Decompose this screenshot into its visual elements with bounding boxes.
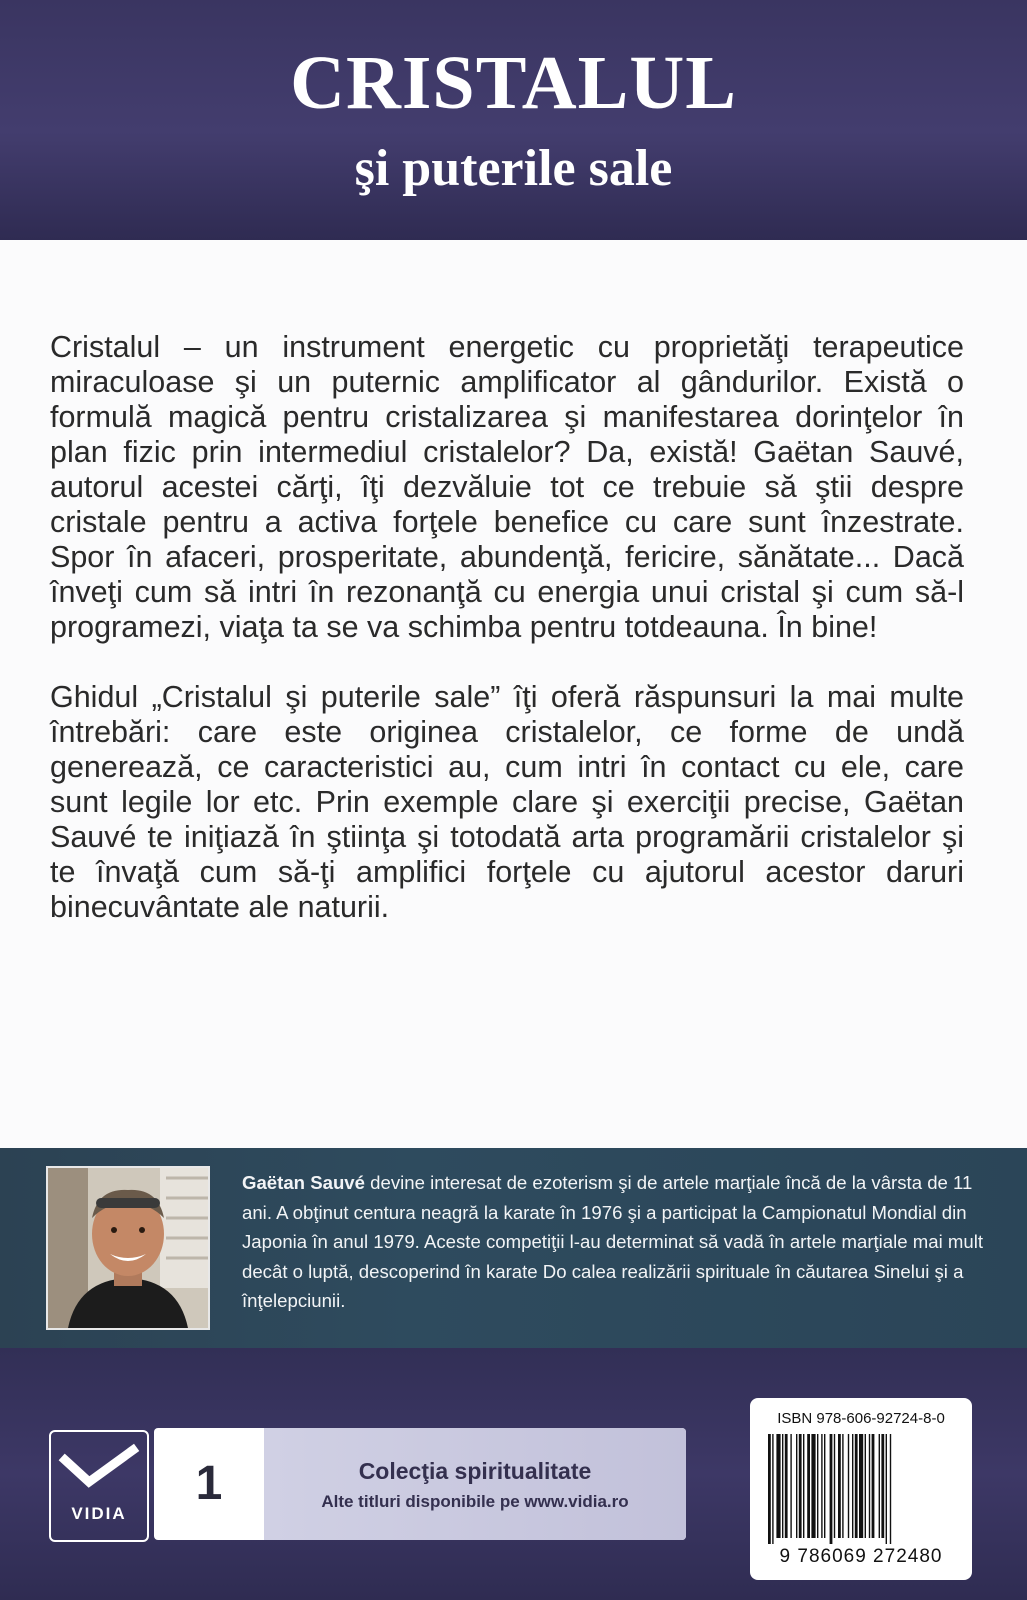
barcode-bar <box>803 1434 804 1538</box>
collection-website: Alte titluri disponibile pe www.vidia.ro <box>321 1492 629 1511</box>
barcode-icon <box>768 1434 954 1544</box>
barcode-bar <box>859 1434 863 1538</box>
collection-info <box>264 1428 686 1540</box>
barcode-bar <box>834 1434 835 1538</box>
author-name: Gaëtan Sauvé <box>242 1172 365 1193</box>
barcode-bar <box>824 1434 825 1538</box>
barcode-bar <box>872 1434 875 1538</box>
barcode-bar <box>799 1434 802 1538</box>
barcode-bar <box>830 1434 833 1544</box>
barcode-bar <box>782 1434 783 1538</box>
barcode-bar <box>838 1434 841 1538</box>
barcode-bar <box>768 1434 771 1544</box>
barcode-bar <box>790 1434 791 1538</box>
author-bio <box>242 1168 988 1316</box>
barcode-bar <box>842 1434 843 1538</box>
publisher-band <box>0 1348 1027 1600</box>
publisher-logo <box>49 1430 149 1542</box>
barcode-bar <box>890 1434 891 1544</box>
collection-number: 1 <box>195 1457 223 1510</box>
barcode-bar <box>821 1434 822 1538</box>
collection-title: Colecţia spiritualitate <box>358 1458 592 1484</box>
barcode-bar <box>881 1434 884 1538</box>
barcode-bar <box>796 1434 797 1538</box>
barcode-bar <box>811 1434 815 1538</box>
isbn-label: ISBN 978-606-92724-8-0 <box>777 1410 945 1427</box>
barcode-bar <box>852 1434 853 1538</box>
collection-panel <box>154 1428 686 1540</box>
book-subtitle: şi puterile sale <box>354 140 673 197</box>
barcode-bar <box>776 1434 780 1538</box>
barcode-bar <box>886 1434 887 1544</box>
barcode-bar <box>772 1434 773 1544</box>
barcode-bar <box>785 1434 788 1538</box>
publisher-logo-text: VIDIA <box>71 1504 127 1523</box>
author-bio-text: devine interesat de ezoterism şi de artele marţiale încă de la vârsta de 11 ani. A obţinut centura neagră la karate în 1976 şi a participat la Campionatul Mondial din Japonia în anul 1979. Aceste competiţii l-au determinat să vadă în artele marţiale mai mult decât o luptă, descoperind în karate Do calea realizării spirituale în căutarea Sinelui şi a înţelepciunii. <box>242 1172 984 1311</box>
book-title: CRISTALUL <box>290 41 737 125</box>
chevron-check-icon <box>51 1432 147 1502</box>
barcode-bar <box>807 1434 810 1538</box>
barcode-bar <box>865 1434 866 1538</box>
description <box>50 330 964 925</box>
barcode-bar <box>855 1434 858 1538</box>
description-paragraph-1: Cristalul – un instrument energetic cu proprietăţi terapeutice miraculoase şi un puternic amplificator al gândurilor. Există o formulă magică pentru cristalizarea şi manifestarea dorinţelor în plan fizic prin intermediul cristalelor? Da, există! Gaëtan Sauvé, autorul acestei cărţi, îţi dezvăluie tot ce trebuie să ştii despre cristale pentru a activa forţele benefice cu care sunt înzestrate. Spor în afaceri, prosperitate, abundenţă, fericire, sănătate... Dacă înveţi cum să intri în rezonanţă cu energia unui cristal şi cum să-l programezi, viaţa ta se va schimba pentru totdeauna. În bine! <box>50 330 964 644</box>
author-photo <box>46 1166 210 1330</box>
barcode-bar <box>869 1434 870 1538</box>
author-band <box>0 1148 1027 1348</box>
isbn-barcode-box <box>750 1398 972 1580</box>
barcode-bar <box>817 1434 818 1538</box>
author-portrait-icon <box>48 1168 208 1328</box>
barcode-bar <box>879 1434 880 1538</box>
description-paragraph-2: Ghidul „Cristalul şi puterile sale” îţi oferă răspunsuri la mai multe întrebări: care este originea cristalelor, ce forme de undă generează, ce caracteristici au, cum intri în contact cu ele, care sunt legile lor etc. Prin exemple clare şi exerciţii precise, Gaëtan Sauvé te iniţiază în ştiinţa şi totodată arta programării cristalelor şi te învaţă cum să-ţi amplifici forţele cu ajutorul acestor daruri binecuvântate ale naturii. <box>50 680 964 924</box>
barcode-bar <box>848 1434 849 1538</box>
isbn-digits: 9 786069 272480 <box>779 1546 943 1567</box>
header-band <box>0 0 1027 240</box>
